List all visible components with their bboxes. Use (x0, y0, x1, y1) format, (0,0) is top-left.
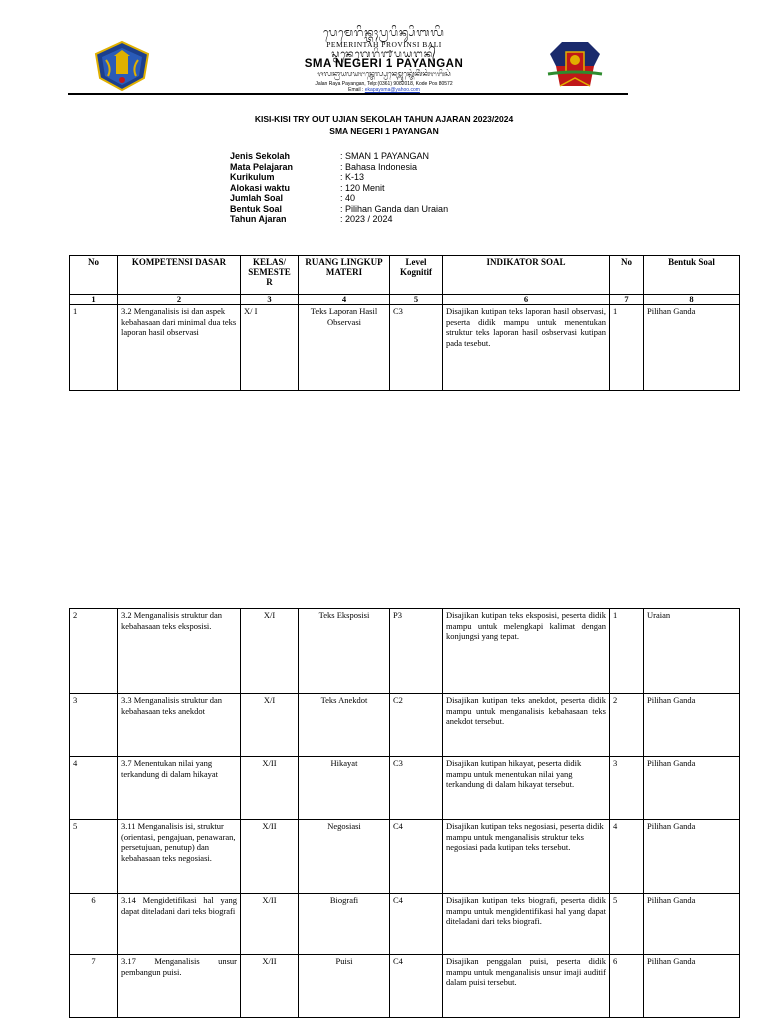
cell-no: 7 (70, 955, 118, 1018)
cell-indikator: Disajikan kutipan teks negosiasi, peserta didik mampu untuk menganalisis struktur teks negosiasi pada kutipan teks tersebut. (443, 820, 610, 894)
cell-indikator: Disajikan penggalan puisi, peserta didik mampu untuk menganalisis unsur imaji auditif dalam puisi tersebut. (443, 955, 610, 1018)
cell-materi: Teks Laporan Hasil Observasi (299, 305, 390, 391)
header-kompetensi-dasar: KOMPETENSI DASAR (118, 256, 241, 295)
cell-no-soal: 4 (610, 820, 644, 894)
cell-no-soal: 2 (610, 694, 644, 757)
cell-bentuk-soal: Uraian (644, 609, 740, 694)
header-ruang-lingkup-materi: RUANG LINGKUP MATERI (299, 256, 390, 295)
cell-no: 2 (70, 609, 118, 694)
cell-bentuk-soal: Pilihan Ganda (644, 894, 740, 955)
info-row (230, 214, 448, 225)
info-value: : Pilihan Ganda dan Uraian (340, 203, 449, 214)
cell-level: C4 (390, 955, 443, 1018)
cell-no: 1 (70, 305, 118, 391)
table-row (70, 894, 740, 955)
balinese-script-line-3: ᬚᬮᬦ᭄ᬭᬵᬬᬧᬬᬗᬦ᭄ᬢᬾᬮ᭄ᬧ᭄ᬯᬦᬾᬫ᭄ᬩᬸᬓ᭄ᬢᬾᬂᬓᬶᬃᬓᬂᬗᬩᬶᬲᬂ (317, 70, 451, 78)
info-row (230, 193, 448, 204)
cell-no: 6 (70, 894, 118, 955)
info-row (230, 204, 448, 215)
cell-indikator: Disajikan kutipan teks eksposisi, peserta didik mampu untuk melengkapi kalimat dengan konjungsi yang tepat. (443, 609, 610, 694)
table-row (70, 694, 740, 757)
cell-materi: Teks Eksposisi (299, 609, 390, 694)
info-row (230, 172, 448, 183)
balinese-script-line-2: ᬲ᭄ᬫᬦᬾᬕᬾᬭᬶ᭑ᬧᬬᬗᬦ᭄ (331, 49, 437, 60)
kisi-kisi-table-page-1 (69, 255, 740, 391)
header-no-soal: No (610, 256, 644, 295)
document-title: KISI-KISI TRY OUT UJIAN SEKOLAH TAHUN AJARAN 2023/2024 (254, 114, 514, 124)
info-value: : K-13 (340, 172, 365, 182)
cell-bentuk-soal: Pilihan Ganda (644, 305, 740, 391)
cell-kelas: X/II (241, 820, 299, 894)
table-row (70, 955, 740, 1018)
info-label: Alokasi waktu (230, 182, 291, 193)
table-row (70, 609, 740, 694)
info-value: : 2023 / 2024 (340, 214, 393, 224)
cell-kelas: X/ I (241, 305, 299, 391)
column-number: 3 (241, 295, 299, 305)
table-row (70, 757, 740, 820)
cell-bentuk-soal: Pilihan Ganda (644, 955, 740, 1018)
info-label: Jenis Sekolah (230, 151, 291, 161)
cell-kelas: X/II (241, 955, 299, 1018)
cell-bentuk-soal: Pilihan Ganda (644, 757, 740, 820)
cell-level: C4 (390, 820, 443, 894)
cell-kompetensi-dasar: 3.17 Menganalisis unsur pembangun puisi. (118, 955, 241, 1018)
cell-no: 3 (70, 694, 118, 757)
cell-materi: Negosiasi (299, 820, 390, 894)
school-logo-icon (546, 40, 604, 90)
header-bentuk-soal: Bentuk Soal (644, 256, 740, 295)
column-number: 6 (443, 295, 610, 305)
cell-kelas: X/II (241, 894, 299, 955)
info-label: Jumlah Soal (230, 193, 284, 203)
cell-level: C4 (390, 894, 443, 955)
column-number: 5 (390, 295, 443, 305)
table-row (70, 820, 740, 894)
email-link[interactable]: ekapaysma@yahoo.com (364, 87, 420, 93)
column-number: 8 (644, 295, 740, 305)
cell-kompetensi-dasar: 3.3 Menganalisis struktur dan kebahasaan teks anekdot (118, 694, 241, 757)
info-value: : SMAN 1 PAYANGAN (340, 151, 430, 161)
kisi-kisi-table-page-2 (69, 608, 740, 1018)
cell-no-soal: 3 (610, 757, 644, 820)
school-address: Jalan Raya Payangan, Telp:(0361) 9082018, Kode Pos 80572 (315, 81, 453, 87)
header-no: No (70, 256, 118, 295)
cell-materi: Hikayat (299, 757, 390, 820)
header-level-kognitif: Level Kognitif (390, 256, 443, 295)
info-label: Tahun Ajaran (230, 214, 287, 224)
column-number: 7 (610, 295, 644, 305)
info-value: : Bahasa Indonesia (340, 161, 418, 172)
header-row (70, 256, 740, 295)
cell-indikator: Disajikan kutipan hikayat, peserta didik mampu untuk menentukan nilai yang terkandung di dalam hikayat tersebut. (443, 757, 610, 820)
cell-kompetensi-dasar: 3.7 Menentukan nilai yang terkandung di dalam hikayat (118, 757, 241, 820)
cell-level: C3 (390, 305, 443, 391)
info-value: : 40 (340, 193, 356, 203)
cell-indikator: Disajikan kutipan teks anekdot, peserta didik mampu untuk menganalisis kebahasaan teks anekdot tersebut. (443, 694, 610, 757)
cell-kompetensi-dasar: 3.2 Menganalisis isi dan aspek kebahasaan dari minimal dua teks laporan hasil observasi (118, 305, 241, 391)
info-row (230, 162, 448, 173)
cell-level: C2 (390, 694, 443, 757)
column-number: 4 (299, 295, 390, 305)
cell-no-soal: 1 (610, 305, 644, 391)
cell-kelas: X/II (241, 757, 299, 820)
cell-materi: Teks Anekdot (299, 694, 390, 757)
cell-materi: Puisi (299, 955, 390, 1018)
cell-level: P3 (390, 609, 443, 694)
cell-materi: Biografi (299, 894, 390, 955)
cell-no: 4 (70, 757, 118, 820)
info-row (230, 183, 448, 194)
cell-level: C3 (390, 757, 443, 820)
header-kelas-semester: KELAS/ SEMESTE R (241, 256, 299, 295)
cell-kelas: X/I (241, 609, 299, 694)
cell-no-soal: 5 (610, 894, 644, 955)
email-label: Email : (348, 87, 364, 93)
government-name: PEMERINTAH PROVINSI BALI (326, 40, 442, 49)
letterhead-divider (68, 93, 628, 95)
cell-no-soal: 1 (610, 609, 644, 694)
cell-kompetensi-dasar: 3.2 Menganalisis struktur dan kebahasaan teks eksposisi. (118, 609, 241, 694)
cell-no-soal: 6 (610, 955, 644, 1018)
info-value: : 120 Menit (340, 182, 385, 193)
header-indikator-soal: INDIKATOR SOAL (443, 256, 610, 295)
column-number: 2 (118, 295, 241, 305)
column-number: 1 (70, 295, 118, 305)
info-label: Bentuk Soal (230, 203, 283, 214)
cell-indikator: Disajikan kutipan teks biografi, peserta didik mampu untuk mengidentifikasi hal yang dapat diteladani dari teks biografi. (443, 894, 610, 955)
info-label: Kurikulum (230, 172, 275, 182)
info-row (230, 151, 448, 162)
cell-kompetensi-dasar: 3.11 Menganalisis isi, struktur (orientasi, pengajuan, penawaran, persetujuan, penutup) dan kebahasaan teks negosiasi. (118, 820, 241, 894)
cell-bentuk-soal: Pilihan Ganda (644, 694, 740, 757)
balinese-script-line-1: ᬧᬾᬫᬾᬭᬶᬦ᭄ᬢᬄᬧ᭄ᬭᬧᬶᬦ᭄ᬲᬶᬩᬮᬶ (323, 26, 445, 39)
school-name: SMA NEGERI 1 PAYANGAN (304, 58, 464, 70)
document-subtitle: SMA NEGERI 1 PAYANGAN (329, 126, 439, 136)
column-number-row (70, 295, 740, 305)
info-label: Mata Pelajaran (230, 161, 294, 172)
cell-no: 5 (70, 820, 118, 894)
cell-kompetensi-dasar: 3.14 Mengidetifikasi hal yang dapat diteladani dari teks biografi (118, 894, 241, 955)
cell-bentuk-soal: Pilihan Ganda (644, 820, 740, 894)
cell-indikator: Disajikan kutipan teks laporan hasil observasi, peserta didik mampu untuk menentukan struktur teks laporan hasil osbservasi kutipan pada tesebut. (443, 305, 610, 391)
info-block (230, 151, 448, 225)
cell-kelas: X/I (241, 694, 299, 757)
table-row (70, 305, 740, 391)
